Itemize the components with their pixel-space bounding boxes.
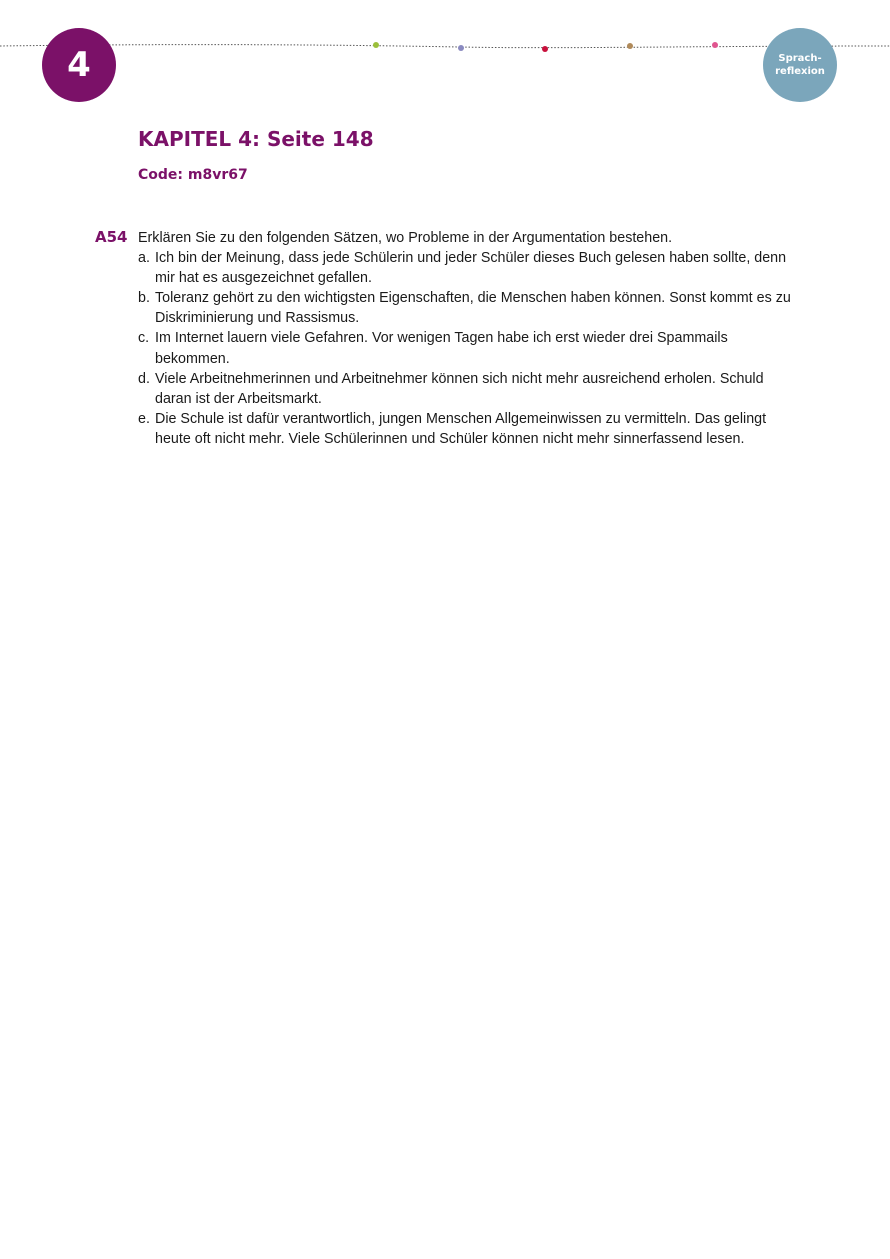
task-number: A54 [95,228,128,246]
item-letter: b. [138,290,150,307]
header-dot [627,43,633,49]
header-dot [458,45,464,51]
task-item-list [138,248,798,449]
item-text: Toleranz gehört zu den wichtigsten Eigenschaften, die Menschen haben können. Sonst kommt es zu Diskriminierung und Rassismus. [155,290,791,327]
item-text: Viele Arbeitnehmerinnen und Arbeitnehmer können sich nicht mehr ausreichend erholen. Schuld daran ist der Arbeitsmarkt. [155,370,764,407]
item-text: Im Internet lauern viele Gefahren. Vor wenigen Tagen habe ich erst wieder drei Spammails bekommen. [155,330,728,367]
task-item-c [138,328,798,368]
task-instruction: Erklären Sie zu den folgenden Sätzen, wo Probleme in der Argumentation bestehen. [138,230,673,246]
header-dot [373,42,379,48]
task-item-a [138,248,798,288]
item-text: Die Schule ist dafür verantwortlich, jungen Menschen Allgemeinwissen zu vermitteln. Das gelingt heute oft nicht mehr. Viele Schülerinnen und Schüler können nicht mehr sinnerfassend lesen. [155,410,767,447]
section-label-line2: reflexion [775,66,825,77]
access-code: Code: m8vr67 [138,167,248,183]
task-body [138,228,798,449]
header-dotted-line [0,0,890,70]
section-label-line1: Sprach- [778,53,822,64]
task-item-b [138,288,798,328]
item-letter: a. [138,250,150,267]
task-item-d [138,369,798,409]
header-dot [542,46,548,52]
item-letter: c. [138,330,150,347]
task-item-e [138,409,798,449]
section-badge [763,28,837,102]
page-title: KAPITEL 4: Seite 148 [138,127,374,151]
item-letter: d. [138,370,150,387]
header-dot [712,42,718,48]
item-text: Ich bin der Meinung, dass jede Schülerin und jeder Schüler dieses Buch gelesen haben sollte, denn mir hat es ausgezeichnet gefallen. [155,250,787,287]
chapter-number-badge [42,28,116,102]
chapter-number: 4 [67,45,91,85]
item-letter: e. [138,410,150,427]
